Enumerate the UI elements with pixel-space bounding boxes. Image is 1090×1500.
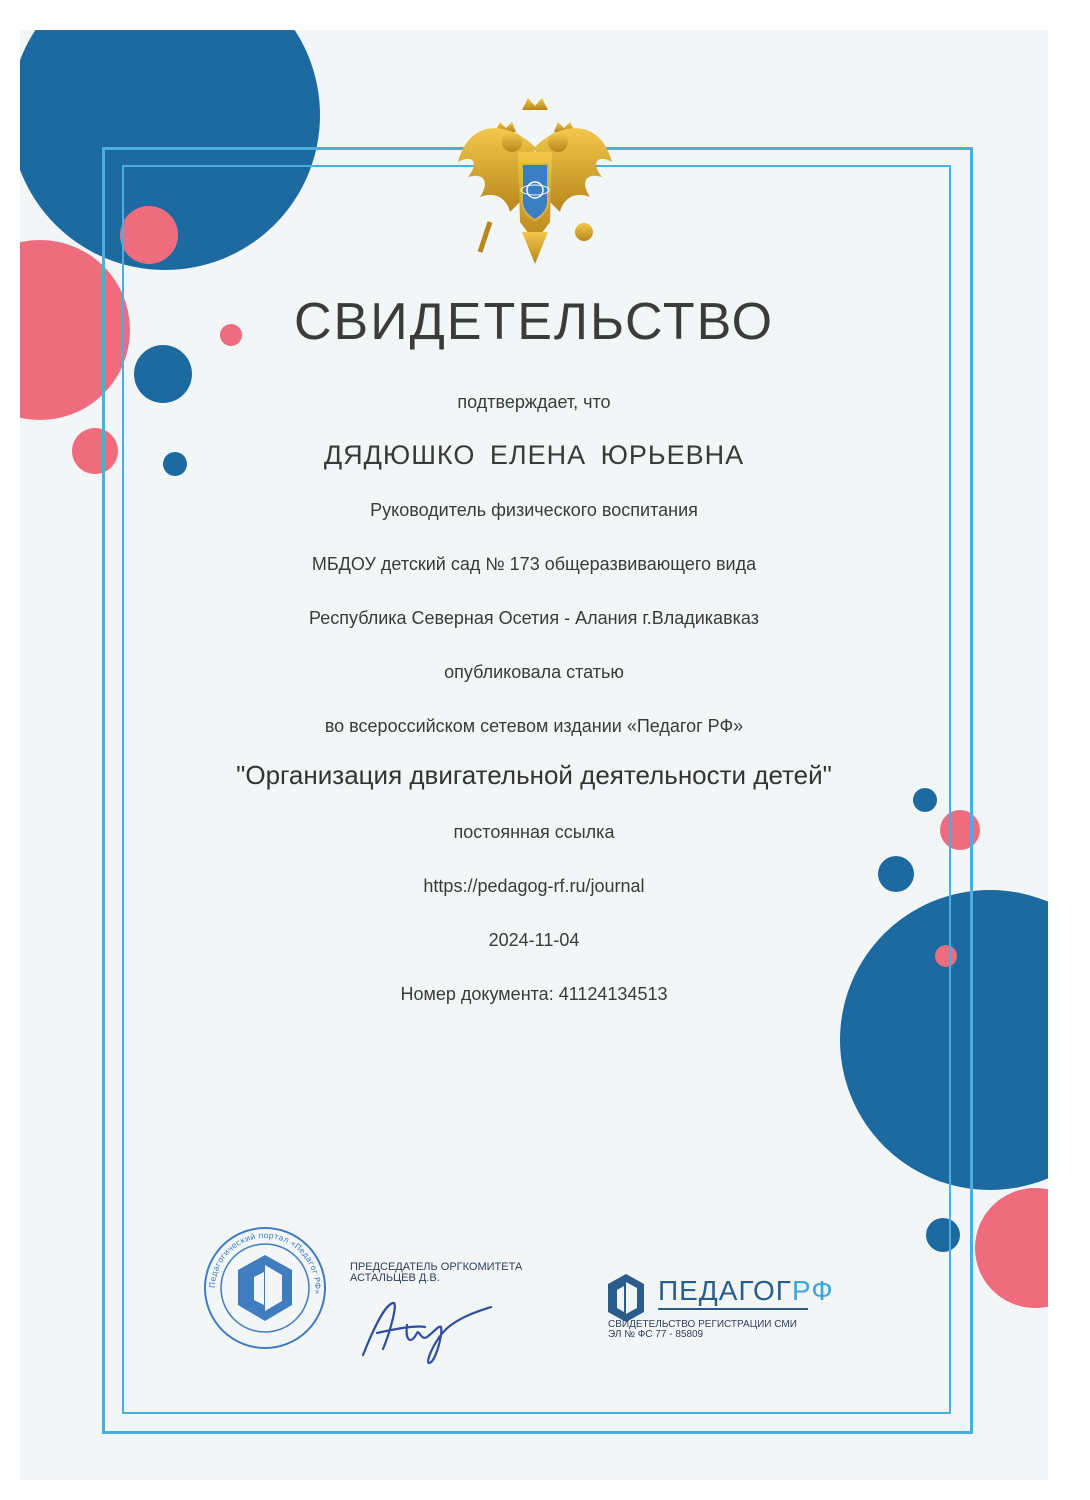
brand-name <box>658 1275 834 1307</box>
link-label: постоянная ссылка <box>453 822 615 842</box>
issue-date: 2024-11-04 <box>488 930 580 950</box>
registration-caption <box>608 1320 797 1340</box>
link-url[interactable]: https://pedagog-rf.ru/journal <box>423 876 645 896</box>
signature-icon <box>355 1285 495 1365</box>
state-emblem-icon <box>450 92 620 267</box>
brand-underline <box>658 1308 808 1310</box>
document-number: Номер документа: 41124134513 <box>400 984 668 1004</box>
brand-suffix: РФ <box>791 1275 834 1306</box>
chair-caption <box>350 1262 522 1284</box>
recipient-location: Республика Северная Осетия - Алания г.Владикавказ <box>309 608 759 628</box>
article-title: "Организация двигательной деятельности детей" <box>236 760 832 790</box>
certificate-title: СВИДЕТЕЛЬСТВО <box>293 293 775 351</box>
brand-main: ПЕДАГОГ <box>658 1275 792 1306</box>
chair-title: ПРЕДСЕДАТЕЛЬ ОРГКОМИТЕТА <box>350 1261 523 1273</box>
registration-line-2: ЭЛ № ФС 77 - 85809 <box>608 1329 704 1340</box>
decor-circle <box>975 1188 1048 1308</box>
edition-text: во всероссийском сетевом издании «Педагог РФ» <box>324 716 744 736</box>
certificate-sheet <box>20 30 1048 1480</box>
confirms-text: подтверждает, что <box>457 392 611 412</box>
action-text: опубликовала статью <box>444 662 624 682</box>
recipient-organization: МБДОУ детский сад № 173 общеразвивающего вида <box>311 554 757 574</box>
chair-name: АСТАЛЬЦЕВ Д.В. <box>350 1272 440 1284</box>
seal-icon <box>202 1225 328 1351</box>
recipient-name: ДЯДЮШКО ЕЛЕНА ЮРЬЕВНА <box>323 440 745 470</box>
registration-line-1: СВИДЕТЕЛЬСТВО РЕГИСТРАЦИИ СМИ <box>608 1319 797 1330</box>
seal-text: Педагогический портал «Педагог РФ» <box>207 1230 323 1295</box>
recipient-position: Руководитель физического воспитания <box>370 500 698 520</box>
